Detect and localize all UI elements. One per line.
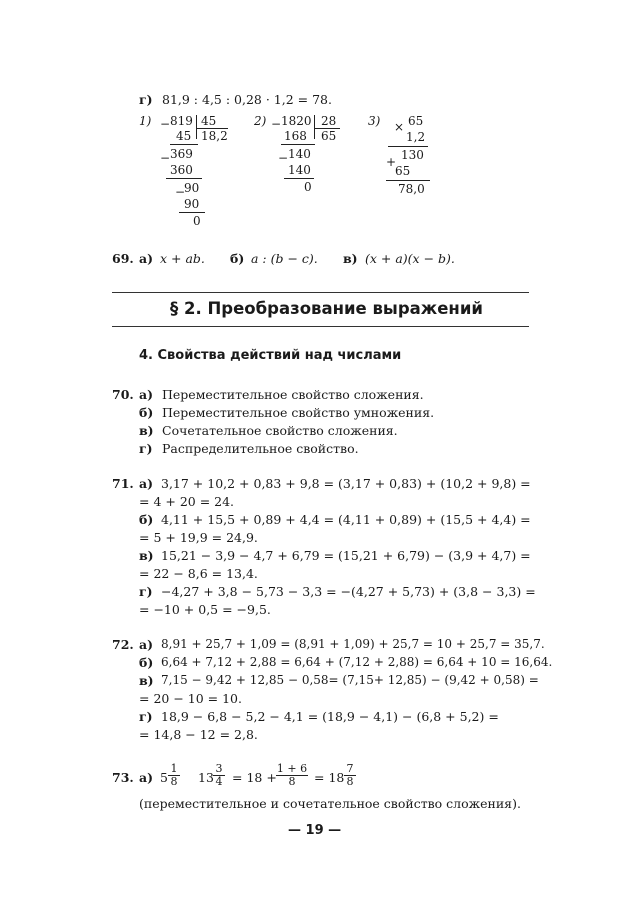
section-bottom-rule	[112, 326, 529, 327]
ex70-text: Распределительное свойство.	[162, 441, 359, 456]
calc2-sub1: 168	[284, 129, 307, 143]
ex73-letter: а)	[139, 770, 154, 785]
section-top-rule	[112, 292, 529, 293]
calc2-sub2: 140	[288, 163, 311, 177]
ex73-fraction-2-den: 4	[213, 775, 225, 788]
ex73-fraction-4-num: 7	[346, 762, 354, 775]
ex73-fraction-3-den: 8	[276, 775, 308, 788]
ex71-text: 3,17 + 10,2 + 0,83 + 9,8 = (3,17 + 0,83) + (10,2 + 9,8) =	[161, 476, 531, 491]
ex72-text: = 14,8 − 12 = 2,8.	[139, 727, 258, 742]
ex70-letter: в)	[139, 423, 154, 438]
calc2-label: 2)	[254, 114, 267, 128]
calc1-minus1: −	[160, 117, 171, 131]
ex72-text: 7,15 − 9,42 + 12,85 − 0,58= (7,15+ 12,85) − (9,42 + 0,58) =	[161, 673, 539, 687]
calc2-quotient: 65	[321, 129, 337, 143]
ex73-fraction-3	[276, 763, 308, 788]
long-division-1820-28	[254, 114, 354, 204]
ex72-letter: в)	[139, 673, 154, 688]
ex73-eq2: = 18	[314, 770, 345, 785]
page-number: — 19 —	[288, 823, 342, 838]
ex73-fraction-4-den: 8	[344, 775, 356, 788]
subsection-title: 4. Свойства действий над числами	[139, 348, 402, 363]
ex71-text: = 5 + 19,9 = 24,9.	[139, 530, 258, 545]
calc3-label: 3)	[368, 114, 381, 128]
ex69-v-letter: в)	[343, 251, 358, 266]
calc1-rem2: 90	[184, 181, 200, 195]
multiplication-65-1-2	[368, 114, 448, 204]
ex70-letter: а)	[139, 387, 154, 402]
calc1-quotient: 18,2	[201, 129, 228, 143]
ex70-text: Сочетательное свойство сложения.	[162, 423, 398, 438]
calc1-sub2: 360	[170, 163, 193, 177]
ex69-b-letter: б)	[230, 251, 245, 266]
ex73-fraction-1-den: 8	[168, 775, 180, 788]
ex72-text: 8,91 + 25,7 + 1,09 = (8,91 + 1,09) + 25,7 = 10 + 25,7 = 35,7.	[161, 637, 545, 651]
ex72-text: 6,64 + 7,12 + 2,88 = 6,64 + (7,12 + 2,88) = 6,64 + 10 = 16,64.	[161, 655, 553, 669]
ex73-whole2: 13	[198, 770, 214, 785]
calc2-rem1: 140	[288, 147, 311, 161]
ex71-letter: г)	[139, 584, 153, 599]
ex71-text: 15,21 − 3,9 − 4,7 + 6,79 = (15,21 + 6,79) − (3,9 + 4,7) =	[161, 548, 531, 563]
ex73-note: (переместительное и сочетательное свойство сложения).	[139, 796, 521, 811]
ex69-b-text: a : (b − c).	[251, 251, 318, 266]
calc1-sub3: 90	[184, 197, 200, 211]
calc1-line1	[170, 144, 198, 145]
calc1-line2	[166, 178, 202, 179]
calc3-result: 78,0	[398, 182, 425, 196]
calc3-a: 65	[408, 114, 424, 128]
ex70-text: Переместительное свойство сложения.	[162, 387, 424, 402]
ex71-text: = 4 + 20 = 24.	[139, 494, 235, 509]
calc3-line2	[386, 180, 430, 181]
ex69-a-text: x + ab.	[160, 251, 205, 266]
ex71-text: −4,27 + 3,8 − 5,73 − 3,3 = −(4,27 + 5,73) + (3,8 − 3,3) =	[161, 584, 536, 599]
calc3-p2: 65	[395, 164, 411, 178]
ex72-text: = 20 − 10 = 10.	[139, 691, 242, 706]
ex71-text: = −10 + 0,5 = −9,5.	[139, 602, 271, 617]
calc3-b: 1,2	[406, 130, 426, 144]
ex72-text: 18,9 − 6,8 − 5,2 − 4,1 = (18,9 − 4,1) − (6,8 + 5,2) =	[161, 709, 499, 724]
calc1-sub1: 45	[176, 129, 192, 143]
ex73-fraction-3-num: 1 + 6	[276, 762, 308, 775]
ex71-letter: в)	[139, 548, 154, 563]
calc2-vline	[314, 115, 315, 139]
calc1-line3	[179, 212, 205, 213]
calc2-divisor: 28	[321, 114, 337, 128]
ex70-letter: г)	[139, 441, 153, 456]
exercise-number-72: 72.	[112, 637, 134, 652]
ex71-letter: а)	[139, 476, 154, 491]
calc1-minus2: −	[160, 151, 171, 165]
ex73-fraction-2	[213, 763, 225, 788]
prev-g-text: 81,9 : 4,5 : 0,28 · 1,2 = 78.	[162, 92, 332, 107]
ex71-text: 4,11 + 15,5 + 0,89 + 4,4 = (4,11 + 0,89) + (15,5 + 4,4) =	[161, 512, 531, 527]
prev-g-letter: г)	[139, 92, 153, 107]
ex72-letter: г)	[139, 709, 153, 724]
ex73-fraction-4	[344, 763, 356, 788]
ex73-fraction-2-num: 3	[215, 762, 223, 775]
calc2-dividend: 1820	[281, 114, 312, 128]
ex73-fraction-1-num: 1	[170, 762, 178, 775]
calc2-line2	[284, 178, 314, 179]
ex73-whole1: 5	[160, 770, 168, 785]
calc1-rem1: 369	[170, 147, 193, 161]
calc3-plus: +	[386, 155, 397, 169]
exercise-number-70: 70.	[112, 387, 134, 402]
calc1-label: 1)	[139, 114, 152, 128]
calc1-final: 0	[193, 214, 201, 228]
ex71-text: = 22 − 8,6 = 13,4.	[139, 566, 258, 581]
ex70-text: Переместительное свойство умножения.	[162, 405, 435, 420]
ex73-fraction-1	[168, 763, 180, 788]
ex69-a-letter: а)	[139, 251, 154, 266]
calc1-vline	[196, 115, 197, 139]
section-title: § 2. Преобразование выражений	[170, 299, 483, 318]
calc1-minus3: −	[175, 185, 186, 199]
ex69-v-text: (x + a)(x − b).	[365, 251, 455, 266]
long-division-819-45	[139, 114, 239, 232]
ex72-letter: б)	[139, 655, 154, 670]
exercise-number-73: 73.	[112, 770, 134, 785]
calc3-line1	[388, 146, 428, 147]
exercise-number-69: 69.	[112, 251, 134, 266]
ex71-letter: б)	[139, 512, 154, 527]
ex72-letter: а)	[139, 637, 154, 652]
calc2-final: 0	[304, 180, 312, 194]
calc2-line1	[281, 144, 315, 145]
exercise-number-71: 71.	[112, 476, 134, 491]
ex73-eq1: = 18 +	[232, 770, 277, 785]
calc2-minus2: −	[278, 151, 289, 165]
calc1-divisor: 45	[201, 114, 217, 128]
calc3-times: ×	[394, 120, 405, 134]
calc3-p1: 130	[401, 148, 424, 162]
ex70-letter: б)	[139, 405, 154, 420]
calc2-minus1: −	[271, 117, 282, 131]
calc1-dividend: 819	[170, 114, 193, 128]
